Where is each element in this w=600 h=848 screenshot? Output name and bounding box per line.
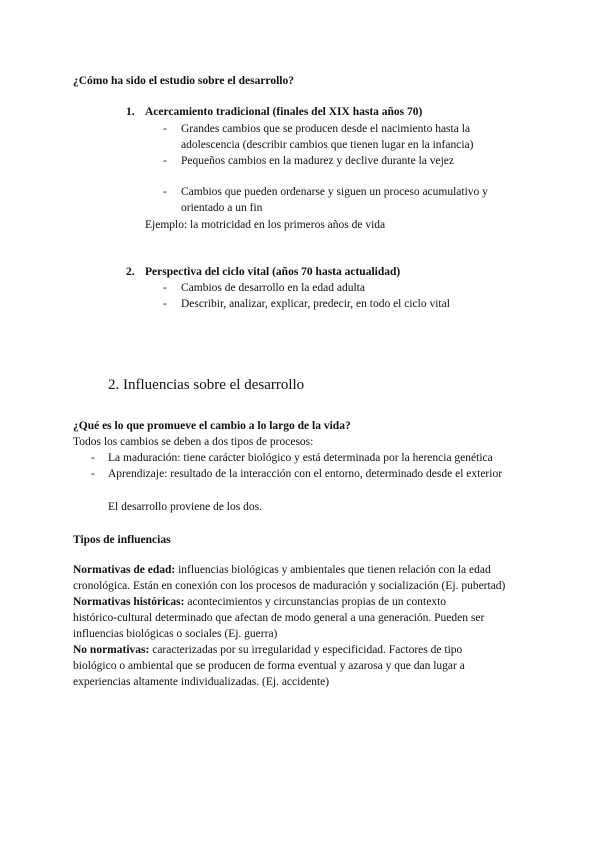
section-2-number: 2.	[126, 266, 135, 278]
list-bullet: -	[163, 155, 167, 167]
paragraph-line: cronológica. Están en conexión con los procesos de maduración y socialización (Ej. pubertad)	[73, 580, 506, 592]
normativas-edad-text: influencias biológicas y ambientales que tienen relación con la edad	[175, 564, 491, 576]
list-bullet: -	[163, 186, 167, 198]
list-item-line: Aprendizaje: resultado de la interacción con el entorno, determinado desde el exterior	[108, 468, 503, 480]
list-bullet: -	[91, 468, 95, 480]
list-item-line: Grandes cambios que se producen desde el nacimiento hasta la	[181, 123, 470, 135]
normativas-edad-label: Normativas de edad:	[73, 564, 176, 576]
section-1-number: 1.	[126, 106, 135, 118]
list-item-line: adolescencia (describir cambios que tienen lugar en la infancia)	[181, 139, 474, 151]
list-bullet: -	[91, 452, 95, 464]
normativas-historicas-line	[73, 594, 446, 611]
section-heading-influencias: 2. Influencias sobre el desarrollo	[108, 377, 305, 393]
normativas-edad-line	[73, 562, 491, 579]
list-bullet: -	[163, 123, 167, 135]
paragraph-line: biológico o ambiental que se producen de forma eventual y azarosa y que dan lugar a	[73, 660, 465, 672]
no-normativas-line	[73, 642, 462, 659]
question-heading-2: ¿Qué es lo que promueve el cambio a lo largo de la vida?	[73, 420, 351, 432]
list-bullet: -	[163, 298, 167, 310]
both-text: El desarrollo proviene de los dos.	[108, 501, 262, 513]
paragraph-line: histórico-cultural determinado que afectan de modo general a una generación. Pueden ser	[73, 612, 485, 624]
list-item-line: La maduración: tiene carácter biológico y está determinada por la herencia genética	[108, 452, 493, 464]
paragraph-line: influencias biológicas o sociales (Ej. guerra)	[73, 628, 278, 640]
no-normativas-text: caracterizadas por su irregularidad y especificidad. Factores de tipo	[149, 644, 463, 656]
section-1-title: Acercamiento tradicional (finales del XIX hasta años 70)	[145, 106, 423, 118]
list-item-line: Describir, analizar, explicar, predecir, en todo el ciclo vital	[181, 298, 450, 310]
tipos-heading: Tipos de influencias	[73, 534, 171, 546]
list-bullet: -	[163, 282, 167, 294]
section-2-title: Perspectiva del ciclo vital (años 70 hasta actualidad)	[145, 266, 401, 278]
no-normativas-label: No normativas:	[73, 644, 150, 656]
list-item-line: orientado a un fin	[181, 202, 263, 214]
normativas-historicas-text: acontecimientos y circunstancias propias de un contexto	[184, 596, 447, 608]
normativas-historicas-label: Normativas históricas:	[73, 596, 185, 608]
list-item-line: Cambios de desarrollo en la edad adulta	[181, 282, 365, 294]
list-item-line: Pequeños cambios en la madurez y declive durante la vejez	[181, 155, 455, 167]
example-text: Ejemplo: la motricidad en los primeros años de vida	[145, 219, 386, 231]
paragraph-line: experiencias altamente individualizadas. (Ej. accidente)	[73, 676, 330, 688]
intro-text: Todos los cambios se deben a dos tipos de procesos:	[73, 436, 314, 448]
list-item-line: Cambios que pueden ordenarse y siguen un proceso acumulativo y	[181, 186, 488, 198]
question-heading-1: ¿Cómo ha sido el estudio sobre el desarrollo?	[73, 75, 294, 87]
